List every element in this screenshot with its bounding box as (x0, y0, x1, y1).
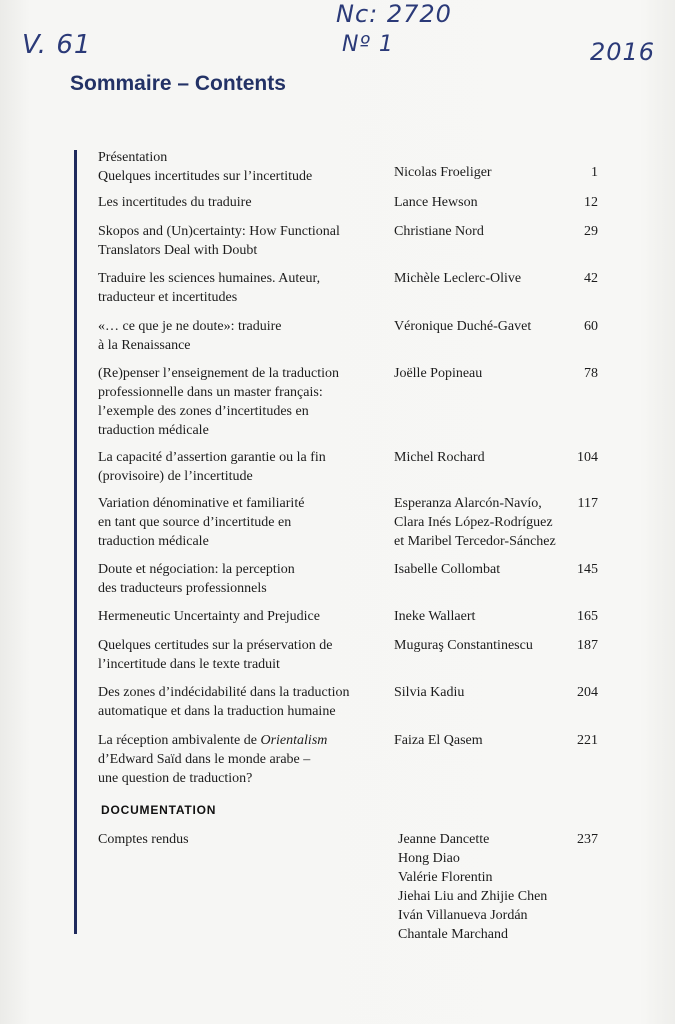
toc-entry-author (394, 317, 584, 336)
toc-title-first-line (98, 731, 388, 750)
toc-entry-title (98, 317, 388, 355)
toc-title-line: Les incertitudes du traduire (98, 195, 252, 210)
toc-author-line: Iván Villanueva Jordán (398, 908, 528, 923)
toc-entry-author (394, 636, 584, 655)
documentation-title: Comptes rendus (98, 832, 189, 847)
toc-title-line: Quelques certitudes sur la préservation de (98, 638, 333, 653)
toc-author-line: et Maribel Tercedor-Sánchez (394, 534, 556, 549)
toc-author-line: Muguraş Constantinescu (394, 638, 533, 653)
toc-entry-page: 221 (577, 733, 598, 748)
toc-title-text: La réception ambivalente de (98, 733, 261, 748)
toc-section-label: Présentation (98, 150, 168, 165)
toc-entry-page: 104 (577, 450, 598, 465)
toc-author-line: Christiane Nord (394, 224, 484, 239)
toc-author-line: Ineke Wallaert (394, 609, 476, 624)
toc-entry-author (394, 607, 584, 626)
toc-entry-author (394, 448, 584, 467)
toc-entry-page: 1 (591, 165, 598, 180)
toc-title-line: traduction médicale (98, 423, 209, 438)
toc-entry-title (98, 448, 388, 486)
toc-entry-title (98, 193, 388, 212)
toc-entry-title (98, 560, 388, 598)
toc-author-line: Lance Hewson (394, 195, 478, 210)
toc-author-line: Joëlle Popineau (394, 366, 483, 381)
toc-title-line: Skopos and (Un)certainty: How Functional (98, 224, 340, 239)
toc-title-line: (Re)penser l’enseignement de la traduction (98, 366, 340, 381)
toc-entry-title (98, 636, 388, 674)
toc-entry-author (394, 269, 584, 288)
toc-title-line: d’Edward Saïd dans le monde arabe – (98, 752, 311, 767)
toc-title-line: à la Renaissance (98, 338, 191, 353)
toc-entry-author (394, 163, 584, 182)
toc-entry-title (98, 494, 388, 551)
toc-entry-title (98, 607, 388, 626)
toc-author-line: Isabelle Collombat (394, 562, 501, 577)
toc-entry-page: 12 (584, 195, 598, 210)
toc-author-line: Jeanne Dancette (398, 832, 490, 847)
toc-title-line: traduction médicale (98, 534, 209, 549)
toc-entry-page: 60 (584, 319, 598, 334)
toc-entry-author (394, 494, 584, 551)
toc-entry-author (394, 731, 584, 750)
toc-title-line: professionnelle dans un master français: (98, 385, 323, 400)
toc-author-line: Hong Diao (398, 851, 460, 866)
toc-author-line: Faiza El Qasem (394, 733, 483, 748)
toc-title-line: Doute et négociation: la perception (98, 562, 295, 577)
toc-entry-title (98, 148, 388, 186)
toc-author-line: Michèle Leclerc-Olive (394, 271, 522, 286)
toc-entry-page: 42 (584, 271, 598, 286)
documentation-heading: DOCUMENTATION (101, 803, 217, 817)
toc-title-line: l’incertitude dans le texte traduit (98, 657, 280, 672)
page-title: Sommaire – Contents (70, 72, 286, 95)
toc-entry-title (98, 364, 388, 440)
vertical-rule (74, 150, 77, 934)
toc-title-line: Hermeneutic Uncertainty and Prejudice (98, 609, 320, 624)
toc-title-line: Traduire les sciences humaines. Auteur, (98, 271, 321, 286)
handwritten-year-note: 2016 (590, 38, 656, 66)
toc-author-line: Clara Inés López-Rodríguez (394, 515, 553, 530)
toc-title-line: «… ce que je ne doute»: traduire (98, 319, 282, 334)
toc-entry-page: 204 (577, 685, 598, 700)
toc-entry-title (98, 731, 388, 788)
toc-title-line: des traducteurs professionnels (98, 581, 267, 596)
toc-title-line: automatique et dans la traduction humaine (98, 704, 336, 719)
toc-title-line: Quelques incertitudes sur l’incertitude (98, 169, 313, 184)
toc-entry-page: 165 (577, 609, 598, 624)
toc-author-line: Silvia Kadiu (394, 685, 465, 700)
handwritten-volume-note: V. 61 (22, 30, 92, 60)
toc-entry-author (394, 560, 584, 579)
handwritten-nc-note: Nc: 2720 (336, 0, 452, 28)
toc-title-line: l’exemple des zones d’incertitudes en (98, 404, 309, 419)
toc-title-italic: Orientalism (260, 733, 328, 748)
toc-entry-author (394, 222, 584, 241)
toc-entry-title (98, 269, 388, 307)
documentation-page: 237 (577, 832, 598, 847)
toc-author-line: Véronique Duché-Gavet (394, 319, 532, 334)
toc-title-line: Translators Deal with Doubt (98, 243, 258, 258)
toc-author-line: Michel Rochard (394, 450, 485, 465)
toc-entry-author (394, 364, 584, 383)
toc-entry-author (394, 193, 584, 212)
toc-entry-page: 29 (584, 224, 598, 239)
handwritten-number-note: Nº 1 (342, 32, 394, 57)
toc-author-line: Chantale Marchand (398, 927, 509, 942)
toc-title-line: traducteur et incertitudes (98, 290, 238, 305)
toc-entry-page: 187 (577, 638, 598, 653)
toc-entry-title (98, 683, 388, 721)
toc-title-line: une question de traduction? (98, 771, 253, 786)
toc-title-line: Variation dénominative et familiarité (98, 496, 305, 511)
toc-title-line: (provisoire) de l’incertitude (98, 469, 253, 484)
toc-entry-page: 78 (584, 366, 598, 381)
toc-title-line: Des zones d’indécidabilité dans la traduction (98, 685, 350, 700)
toc-author-line: Jiehai Liu and Zhijie Chen (398, 889, 548, 904)
toc-author-line: Esperanza Alarcón-Navío, (394, 496, 542, 511)
toc-entry-page: 145 (577, 562, 598, 577)
toc-entry-page: 117 (577, 496, 598, 511)
toc-title-line: La capacité d’assertion garantie ou la fin (98, 450, 326, 465)
toc-author-line: Nicolas Froeliger (394, 165, 492, 180)
toc-title-line: en tant que source d’incertitude en (98, 515, 292, 530)
toc-entry-author (394, 683, 584, 702)
toc-author-line: Valérie Florentin (398, 870, 493, 885)
toc-entry-title (98, 222, 388, 260)
